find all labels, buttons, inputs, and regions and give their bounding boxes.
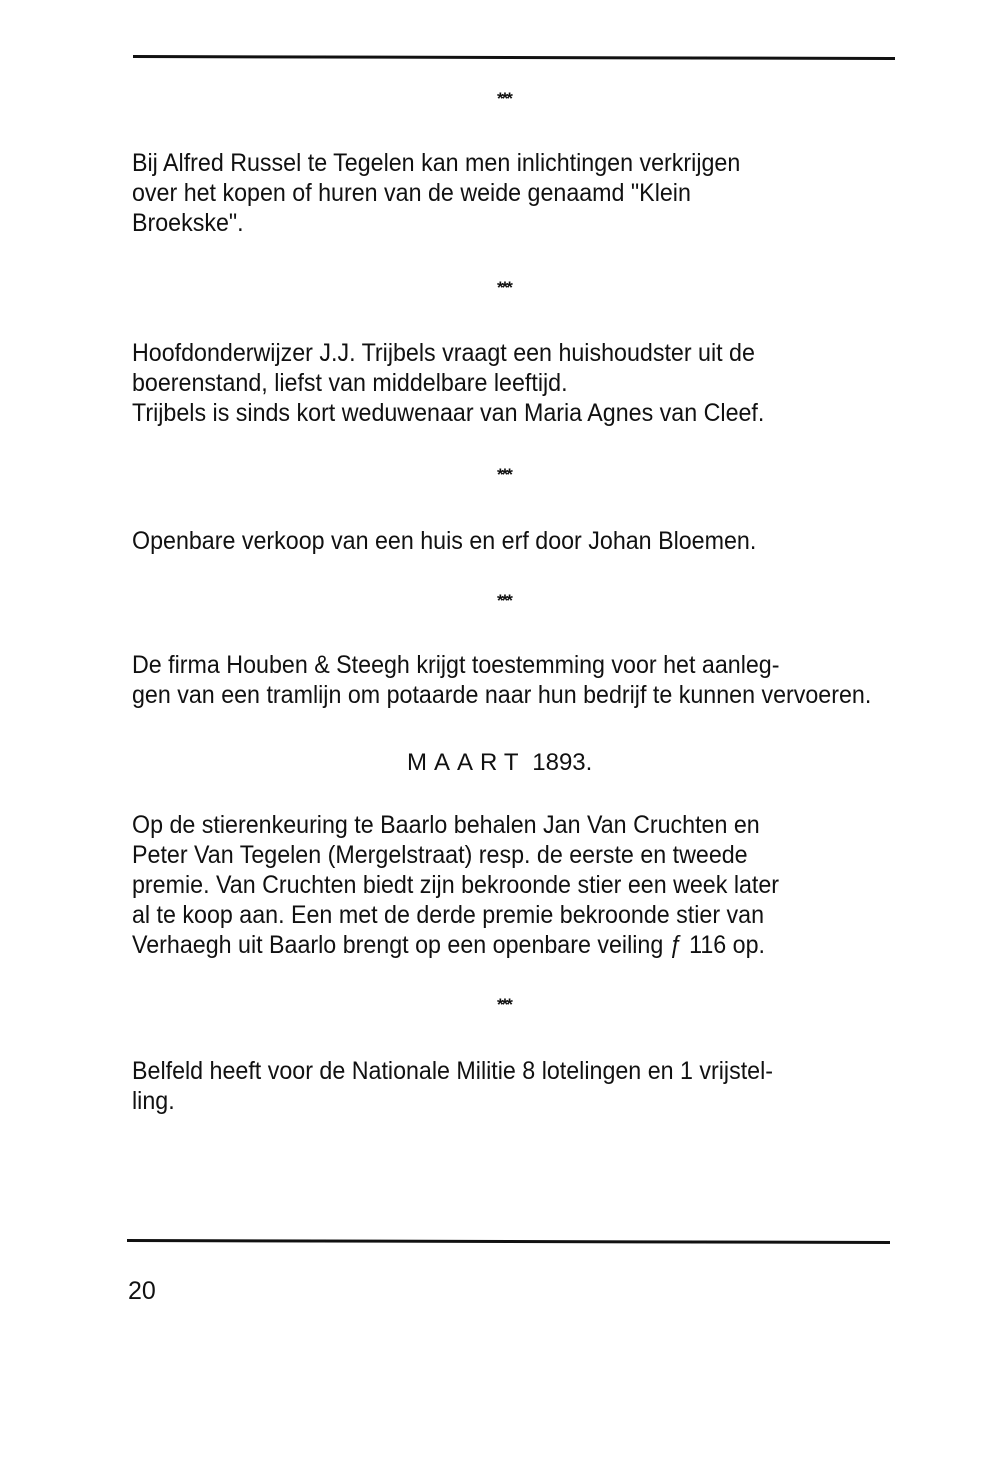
entry-line: Bij Alfred Russel te Tegelen kan men inlichtingen verkrijgen bbox=[132, 149, 741, 177]
separator-stars: *** bbox=[497, 995, 511, 1014]
entry-line: gen van een tramlijn om potaarde naar hun bedrijf te kunnen vervoeren. bbox=[132, 681, 872, 709]
heading-year: 1893. bbox=[532, 749, 593, 776]
entry-line: premie. Van Cruchten biedt zijn bekroonde stier een week later bbox=[132, 871, 780, 899]
entry-line: ling. bbox=[132, 1087, 175, 1115]
heading-month: MAART bbox=[407, 749, 526, 776]
entry-line: Openbare verkoop van een huis en erf door Johan Bloemen. bbox=[132, 527, 757, 555]
entry-alfred-russel bbox=[132, 148, 740, 238]
entry-line: Broekske". bbox=[132, 209, 244, 237]
entry-johan-bloemen bbox=[132, 526, 756, 556]
separator-stars: *** bbox=[497, 89, 511, 108]
entry-line: Trijbels is sinds kort weduwenaar van Maria Agnes van Cleef. bbox=[132, 399, 765, 427]
entry-line: Peter Van Tegelen (Mergelstraat) resp. de eerste en tweede bbox=[132, 841, 748, 869]
bottom-rule bbox=[127, 1239, 890, 1244]
entry-line: Op de stierenkeuring te Baarlo behalen Jan Van Cruchten en bbox=[132, 811, 760, 839]
entry-line: al te koop aan. Een met de derde premie bekroonde stier van bbox=[132, 901, 765, 929]
entry-line: De firma Houben & Steegh krijgt toestemming voor het aanleg- bbox=[132, 651, 780, 679]
separator-stars: *** bbox=[497, 591, 511, 610]
separator-stars: *** bbox=[497, 465, 511, 484]
entry-stierenkeuring bbox=[132, 810, 779, 960]
entry-line: Hoofdonderwijzer J.J. Trijbels vraagt een huishoudster uit de bbox=[132, 339, 755, 367]
entry-line: Verhaegh uit Baarlo brengt op een openbare veiling ƒ 116 op. bbox=[132, 931, 765, 959]
entry-trijbels bbox=[132, 338, 764, 428]
page-number: 20 bbox=[128, 1277, 156, 1305]
section-heading bbox=[407, 748, 592, 778]
separator-stars: *** bbox=[497, 278, 511, 297]
entry-line: boerenstand, liefst van middelbare leeftijd. bbox=[132, 369, 568, 397]
top-rule bbox=[133, 55, 895, 60]
entry-line: Belfeld heeft voor de Nationale Militie 8 lotelingen en 1 vrijstel- bbox=[132, 1057, 774, 1085]
entry-belfeld bbox=[132, 1056, 773, 1116]
entry-houben-steegh bbox=[132, 650, 871, 710]
entry-line: over het kopen of huren van de weide genaamd "Klein bbox=[132, 179, 691, 207]
